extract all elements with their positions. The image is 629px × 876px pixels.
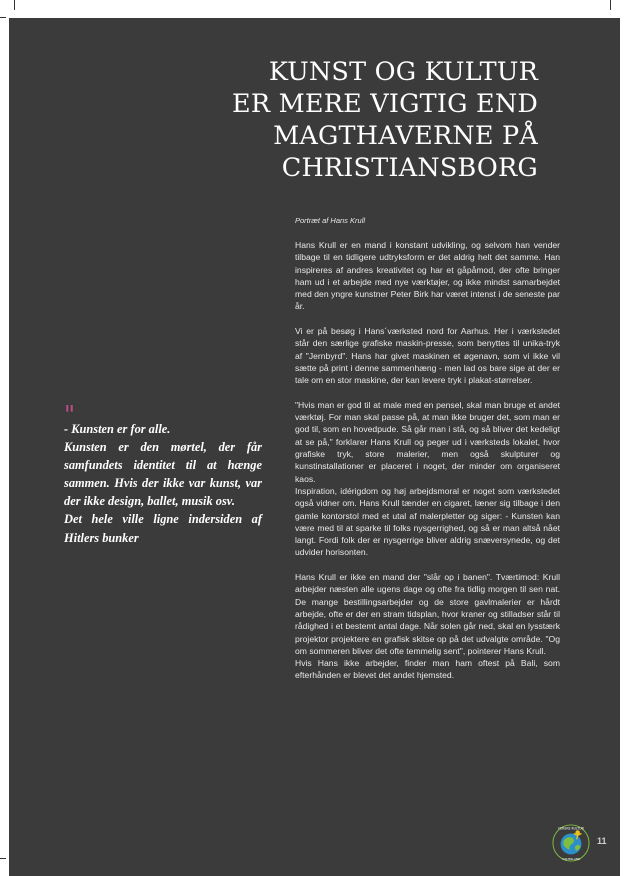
body-paragraph: Hans Krull er en mand i konstant udvikling, og selvom han vender tilbage til en tidligere udtryksform er det aldrig helt det samme. Han inspireres af andres kreativitet og har et gåpåmod, der ofte bringer ham ud i et arbejde med nye værktøjer, og ikke mindst samarbejdet med den yngre kunstner Peter Birk har været intenst i de seneste par år. [295, 240, 560, 312]
title-line: MAGTHAVERNE PÅ [273, 121, 538, 151]
body-paragraph: Inspiration, idérigdom og høj arbejdsmoral er noget som værkstedet også vidner om. Hans Krull tænder en cigaret, læner sig tilbage i den gamle kontorstol med et utal af malerpletter og siger: - Kunsten kan være med til at sparke til folks nysgerrighed, og så er man altså nået langt. Fordi folk der er nysgerrige bliver aldrig snæversynede, og det udvider horisonten. [295, 485, 560, 558]
body-paragraph: Hans Krull er ikke en mand der "slår op i banen". Tværtimod: Krull arbejder næsten alle ugens dage og ofte fra tidlig morgen til sen nat. De mange bestillingsarbejder og de store gavlmalerier er hårdt arbejde, ofte er der en stram tidsplan, hvor kraner og stilladser står til rådighed i et bestemt antal dage. Når solen går ned, skal en lysstærk projektor projektere en grafisk skitse op på det udvalgte område. "Og om sommeren bliver det ofte temmelig sent", pointerer Hans Krull. [295, 572, 560, 656]
quote-line: Kunsten er den mørtel, der får samfundets identitet til at hænge sammen. Hvis der ikke var kunst, var der ikke design, ballet, musik osv. [64, 440, 262, 509]
pull-quote [64, 420, 262, 547]
article-body [295, 239, 560, 682]
logo-bottom-text: I DJURSLAND [561, 857, 581, 862]
globe-figure-logo [552, 824, 590, 862]
crop-mark [0, 858, 6, 859]
quote-line: Det hele ville ligne indersiden af Hitlers bunker [64, 512, 262, 545]
title-line: CHRISTIANSBORG [281, 153, 538, 183]
body-paragraph: Hvis Hans ikke arbejder, finder man ham oftest på Bali, som efterhånden er blevet det andet hjemsted. [295, 658, 560, 681]
crop-mark [610, 0, 611, 10]
crop-mark [0, 17, 6, 18]
body-paragraph: Vi er på besøg i Hans´værksted nord for Aarhus. Her i værkstedet står den særlige grafiske maskin-presse, som benyttes til unika-tryk af "Jernbyrd". Hans har givet maskinen et øgenavn, som vi ikke vil sætte på print i denne sammenhæng - men lad os bare sige at der er tale om en stor maskine, der kan levere tryk i plakat-størrelser. [295, 326, 560, 386]
logo-top-text: FERSKE KULTUR [558, 826, 584, 831]
magazine-page [9, 18, 620, 876]
article-subtitle: Portræt af Hans Krull [295, 216, 366, 225]
quote-mark: " [64, 401, 76, 429]
crop-mark [14, 0, 15, 10]
quote-line: - Kunsten er for alle. [64, 422, 171, 436]
body-paragraph: "Hvis man er god til at male med en pensel, skal man bruge et andet værktøj. For man skal passe på, at man ikke bruger det, som man er god til, som en hovedpude. Så går man i stå, og så bliver det kedeligt at se på," forklarer Hans Krull og peger ud i værksteds lokalet, hvor grafiske tryk, store malerier, men også skulpturer og kunstinstallationer er placeret i noget, der minder om organiseret kaos. [295, 399, 560, 484]
page-number: 11 [597, 836, 607, 846]
article-title [208, 56, 538, 184]
title-line: ER MERE VIGTIG END [232, 89, 538, 119]
title-line: KUNST OG KULTUR [268, 57, 538, 87]
